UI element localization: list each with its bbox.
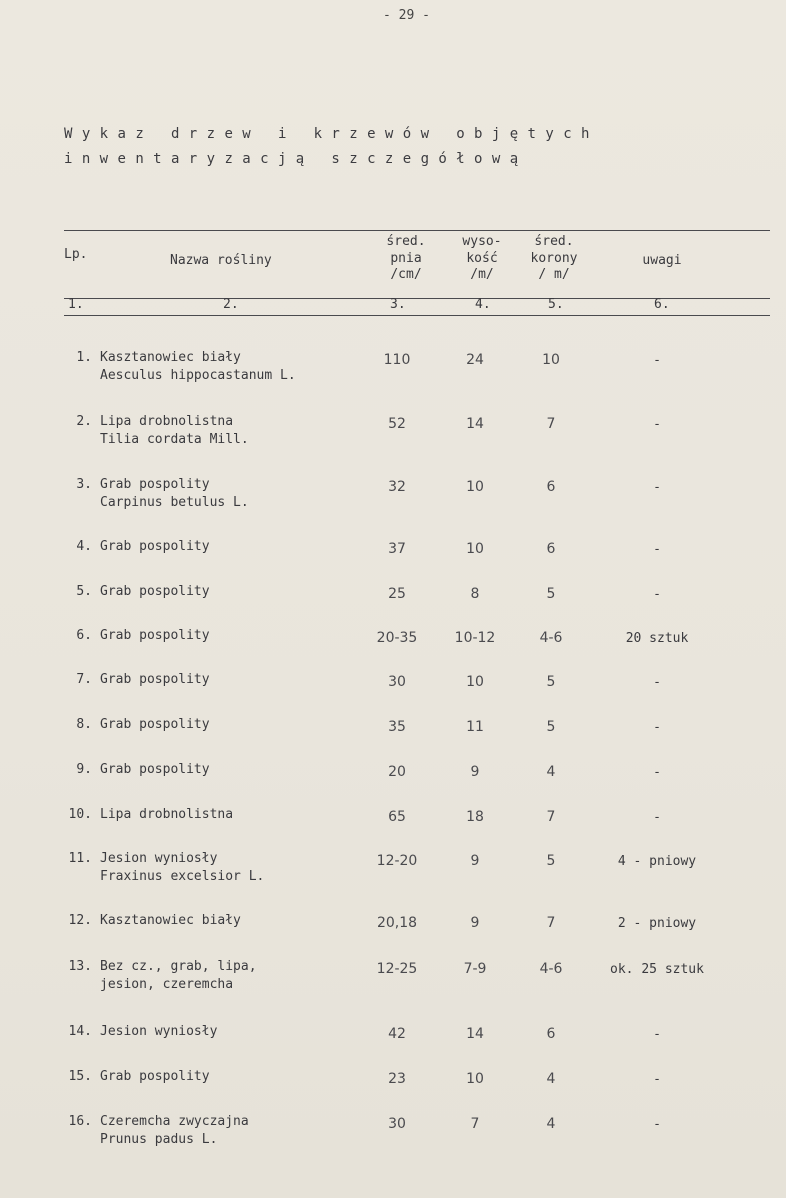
row-number: 7. <box>76 672 92 687</box>
column-number: 2. <box>223 297 239 312</box>
header-plant-name: Nazwa rośliny <box>170 253 272 268</box>
remarks: - <box>653 765 661 780</box>
remarks: - <box>653 353 661 368</box>
remarks: - <box>653 1072 661 1087</box>
remarks: - <box>653 675 661 690</box>
tree-height: 14 <box>466 1026 484 1042</box>
crown-diameter: 7 <box>546 809 556 825</box>
remarks: 2 - pniowy <box>617 916 697 931</box>
trunk-diameter: 23 <box>388 1071 406 1087</box>
column-number: 6. <box>654 297 670 312</box>
column-number-rule <box>64 315 770 316</box>
plant-name: Czeremcha zwyczajna Prunus padus L. <box>100 1114 249 1147</box>
trunk-diameter: 12-25 <box>376 961 418 977</box>
document-title-line-1: Wykaz drzew i krzewów objętych <box>64 126 599 142</box>
plant-name: Grab pospolity <box>100 628 210 643</box>
remarks: - <box>653 1117 661 1132</box>
trunk-diameter: 37 <box>388 541 406 557</box>
row-number: 6. <box>76 628 92 643</box>
row-number: 10. <box>68 807 92 822</box>
row-number: 11. <box>68 851 92 866</box>
page-number: - 29 - <box>383 8 430 23</box>
tree-height: 9 <box>470 764 480 780</box>
remarks: - <box>653 542 661 557</box>
crown-diameter: 4 <box>546 764 556 780</box>
row-number: 1. <box>76 350 92 365</box>
crown-diameter: 5 <box>546 674 556 690</box>
remarks: - <box>653 720 661 735</box>
remarks: 4 - pniowy <box>617 854 697 869</box>
crown-diameter: 5 <box>546 586 556 602</box>
remarks: 20 sztuk <box>625 631 689 646</box>
header-remarks: uwagi <box>642 253 682 268</box>
plant-name: Kasztanowiec biały Aesculus hippocastanum L. <box>100 350 296 383</box>
trunk-diameter: 110 <box>383 352 411 368</box>
tree-height: 10 <box>466 541 484 557</box>
row-number: 16. <box>68 1114 92 1129</box>
crown-diameter: 4 <box>546 1071 556 1087</box>
crown-diameter: 6 <box>546 541 556 557</box>
trunk-diameter: 30 <box>388 1116 406 1132</box>
crown-diameter: 4-6 <box>539 961 563 977</box>
plant-name: Lipa drobnolistna <box>100 807 234 822</box>
remarks: - <box>653 587 661 602</box>
remarks: - <box>653 1027 661 1042</box>
row-number: 3. <box>76 477 92 492</box>
trunk-diameter: 25 <box>388 586 406 602</box>
tree-height: 7-9 <box>463 961 487 977</box>
tree-height: 8 <box>470 586 480 602</box>
row-number: 15. <box>68 1069 92 1084</box>
trunk-diameter: 32 <box>388 479 406 495</box>
row-number: 5. <box>76 584 92 599</box>
row-number: 9. <box>76 762 92 777</box>
crown-diameter: 6 <box>546 479 556 495</box>
plant-name: Grab pospolity <box>100 539 210 554</box>
plant-name: Lipa drobnolistna Tilia cordata Mill. <box>100 414 249 447</box>
row-number: 4. <box>76 539 92 554</box>
plant-name: Grab pospolity Carpinus betulus L. <box>100 477 249 510</box>
crown-diameter: 10 <box>542 352 560 368</box>
plant-name: Jesion wyniosły <box>100 1024 218 1039</box>
plant-name: Bez cz., grab, lipa, jesion, czeremcha <box>100 959 257 992</box>
tree-height: 10 <box>466 1071 484 1087</box>
tree-height: 10-12 <box>454 630 496 646</box>
header-height: wyso- kość /m/ <box>462 234 502 282</box>
remarks: - <box>653 417 661 432</box>
tree-height: 10 <box>466 479 484 495</box>
trunk-diameter: 35 <box>388 719 406 735</box>
tree-height: 11 <box>466 719 484 735</box>
row-number: 13. <box>68 959 92 974</box>
crown-diameter: 4-6 <box>539 630 563 646</box>
plant-name: Grab pospolity <box>100 762 210 777</box>
trunk-diameter: 42 <box>388 1026 406 1042</box>
plant-name: Jesion wyniosły Fraxinus excelsior L. <box>100 851 265 884</box>
plant-name: Kasztanowiec biały <box>100 913 241 928</box>
tree-height: 9 <box>470 915 480 931</box>
trunk-diameter: 52 <box>388 416 406 432</box>
header-lp: Lp. <box>64 247 88 262</box>
crown-diameter: 6 <box>546 1026 556 1042</box>
tree-height: 14 <box>466 416 484 432</box>
crown-diameter: 7 <box>546 416 556 432</box>
plant-name: Grab pospolity <box>100 584 210 599</box>
column-number: 4. <box>475 297 491 312</box>
column-number: 3. <box>390 297 406 312</box>
tree-height: 9 <box>470 853 480 869</box>
tree-height: 7 <box>470 1116 480 1132</box>
table-top-rule <box>64 230 770 231</box>
tree-height: 24 <box>466 352 484 368</box>
plant-name: Grab pospolity <box>100 672 210 687</box>
trunk-diameter: 20 <box>388 764 406 780</box>
crown-diameter: 5 <box>546 719 556 735</box>
plant-name: Grab pospolity <box>100 1069 210 1084</box>
header-trunk-diameter: śred. pnia /cm/ <box>386 234 426 282</box>
row-number: 8. <box>76 717 92 732</box>
header-crown-diameter: śred. korony / m/ <box>530 234 578 282</box>
tree-height: 18 <box>466 809 484 825</box>
row-number: 2. <box>76 414 92 429</box>
trunk-diameter: 30 <box>388 674 406 690</box>
crown-diameter: 7 <box>546 915 556 931</box>
row-number: 14. <box>68 1024 92 1039</box>
trunk-diameter: 20,18 <box>376 915 418 931</box>
remarks: - <box>653 810 661 825</box>
trunk-diameter: 65 <box>388 809 406 825</box>
remarks: ok. 25 sztuk <box>610 962 704 977</box>
trunk-diameter: 12-20 <box>376 853 418 869</box>
column-number: 1. <box>68 297 84 312</box>
document-title-line-2: inwentaryzacją szczegółową <box>64 151 528 167</box>
tree-height: 10 <box>466 674 484 690</box>
column-number: 5. <box>548 297 564 312</box>
trunk-diameter: 20-35 <box>376 630 418 646</box>
crown-diameter: 4 <box>546 1116 556 1132</box>
row-number: 12. <box>68 913 92 928</box>
remarks: - <box>653 480 661 495</box>
crown-diameter: 5 <box>546 853 556 869</box>
plant-name: Grab pospolity <box>100 717 210 732</box>
